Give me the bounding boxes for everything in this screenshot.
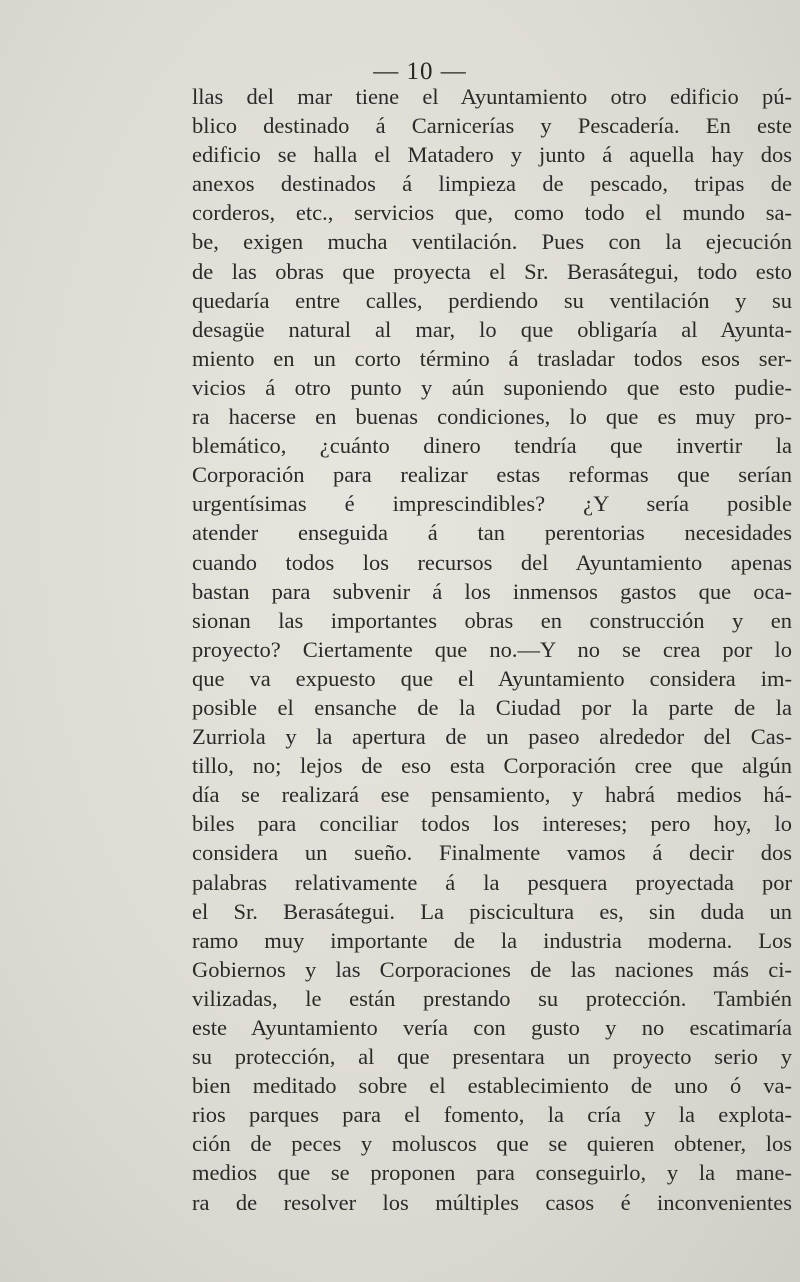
text-line: urgentísimas é imprescindibles? ¿Y sería posible (192, 491, 792, 517)
text-line: sionan las importantes obras en construcción y en (192, 607, 792, 633)
text-line: ción de peces y moluscos que se quieren obtener, los (192, 1131, 792, 1157)
text-line: biles para conciliar todos los intereses; pero hoy, lo (192, 811, 792, 837)
text-line: ra de resolver los múltiples casos é inconvenientes (192, 1189, 792, 1215)
text-line: Zurriola y la apertura de un paseo alrededor del Cas- (192, 724, 792, 750)
text-line: bastan para subvenir á los inmensos gastos que oca- (192, 578, 792, 604)
text-line: proyecto? Ciertamente que no.—Y no se crea por lo (192, 636, 792, 662)
text-line: de las obras que proyecta el Sr. Berasátegui, todo esto (192, 258, 792, 284)
text-line: su protección, al que presentara un proyecto serio y (192, 1044, 792, 1070)
text-line: corderos, etc., servicios que, como todo el mundo sa- (192, 200, 792, 226)
text-line: tillo, no; lejos de eso esta Corporación cree que algún (192, 753, 792, 779)
page-number: — 10 — (373, 58, 467, 85)
text-line: posible el ensanche de la Ciudad por la parte de la (192, 694, 792, 720)
body-text (192, 82, 792, 1217)
text-line: Gobiernos y las Corporaciones de las naciones más ci- (192, 956, 792, 982)
text-line: be, exigen mucha ventilación. Pues con la ejecución (192, 229, 792, 255)
text-line: vicios á otro punto y aún suponiendo que esto pudie- (192, 374, 792, 400)
text-line: este Ayuntamiento vería con gusto y no escatimaría (192, 1015, 792, 1040)
text-line: rios parques para el fomento, la cría y la explota- (192, 1102, 792, 1128)
text-line: día se realizará ese pensamiento, y habrá medios há- (192, 782, 792, 808)
text-line: quedaría entre calles, perdiendo su ventilación y su (192, 287, 792, 313)
text-line: blico destinado á Carnicerías y Pescadería. En este (192, 113, 792, 139)
text-line: medios que se proponen para conseguirlo, y la mane- (192, 1160, 792, 1186)
text-line: que va expuesto que el Ayuntamiento considera im- (192, 665, 792, 691)
text-line: llas del mar tiene el Ayuntamiento otro edificio pú- (192, 84, 792, 109)
text-line: ra hacerse en buenas condiciones, lo que es muy pro- (192, 404, 792, 430)
text-line: considera un sueño. Finalmente vamos á decir dos (192, 840, 792, 866)
text-line: blemático, ¿cuánto dinero tendría que invertir la (192, 433, 792, 459)
text-line: palabras relativamente á la pesquera proyectada por (192, 869, 792, 895)
text-line: bien meditado sobre el establecimiento de uno ó va- (192, 1073, 792, 1099)
text-line: ramo muy importante de la industria moderna. Los (192, 927, 792, 953)
text-line: Corporación para realizar estas reformas que serían (192, 462, 792, 488)
text-line: edificio se halla el Matadero y junto á aquella hay dos (192, 142, 792, 168)
text-line: miento en un corto término á trasladar todos esos ser- (192, 345, 792, 371)
text-line: cuando todos los recursos del Ayuntamiento apenas (192, 549, 792, 575)
text-line: desagüe natural al mar, lo que obligaría al Ayunta- (192, 316, 792, 342)
text-line: anexos destinados á limpieza de pescado, tripas de (192, 171, 792, 197)
text-line: atender enseguida á tan perentorias necesidades (192, 520, 792, 546)
text-line: vilizadas, le están prestando su protección. También (192, 985, 792, 1011)
text-line: el Sr. Berasátegui. La piscicultura es, sin duda un (192, 898, 792, 924)
